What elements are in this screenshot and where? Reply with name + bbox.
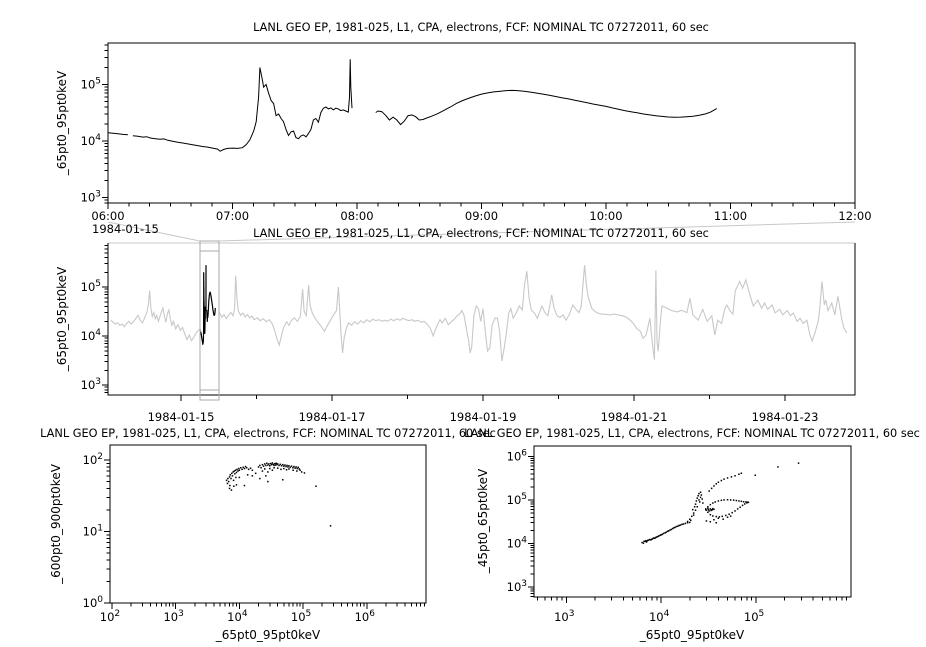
panel4-data-point [743,501,745,503]
log-tick-label: $10^4$ [506,535,527,551]
panel3-data-point [265,465,267,467]
panel4-data-point [699,501,701,503]
panel1-x-tick-label: 10:00 [589,209,623,223]
panel4-data-point [716,522,718,524]
log-tick-label: $10^3$ [80,377,101,393]
panel4-data-point [718,518,720,520]
panel3-data-point [291,465,293,467]
panel3-data-point [288,465,290,467]
panel4-data-point [730,499,732,501]
panel4-data-point [714,501,716,503]
panel3-data-point [264,463,266,465]
panel3-data-point [230,474,232,476]
panel3-data-point [255,473,257,475]
panel2-y-axis-label: _65pt0_95pt0keV [55,266,69,372]
panel1-x-tick-label: 06:00 [91,209,125,223]
panel4-data-point [681,524,683,526]
panel4-data-point [733,499,735,501]
panel3-data-point [265,475,267,477]
panel4-data-point [700,492,702,494]
panel3-data-point [296,470,298,472]
panel4-x-axis-label: _65pt0_95pt0keV [639,628,745,642]
panel2-x-tick-label: 1984-01-21 [600,410,668,424]
panel4-data-point [666,531,668,533]
panel3-data-point [273,465,275,467]
panel3-data-point [271,464,273,466]
panel4-data-point [643,542,645,544]
panel3-data-point [286,465,288,467]
panel3-data-point [267,471,269,473]
panel3-data-point [269,465,271,467]
panel3-data-point [275,464,277,466]
panel4-data-point [721,500,723,502]
panel4-data-point [641,542,643,544]
panel3-data-point [232,475,234,477]
panel4-data-point [731,512,733,514]
panel4-data-point [706,520,708,522]
panel3-data-point [286,469,288,471]
panel4-data-point [698,499,700,501]
log-tick-label: $10^4$ [80,328,101,344]
panel4-data-point [718,500,720,502]
panel4-data-point [706,510,708,512]
log-tick-label: $10^4$ [227,609,248,624]
panel3-data-point [241,469,243,471]
panel3-data-point [298,467,300,469]
log-tick-label: $10^2$ [99,609,121,624]
panel4-data-point [708,510,710,512]
panel1-x-tick-label: 09:00 [464,209,499,223]
panel3-data-point [229,485,231,487]
panel1-date-label: 1984-01-15 [92,222,159,236]
panel3-data-point [233,486,235,488]
panel4-data-point [698,493,700,495]
panel3-data-point [234,473,236,475]
panel4-data-point [697,497,699,499]
log-tick-label: $10^3$ [554,609,575,624]
panel3-data-point [267,481,269,483]
panel4-data-point [701,498,703,500]
panel4-data-point [727,477,729,479]
panel3-data-point [315,486,317,488]
panel1-title: LANL GEO EP, 1981-025, L1, CPA, electrons, FCF: NOMINAL TC 07272011, 60 sec [253,21,709,34]
panel3-data-point [282,464,284,466]
panel3-data-point [229,476,231,478]
panel4-data-point [710,508,712,510]
panel3-data-point [269,468,271,470]
panel4-data-point [746,502,748,504]
panel4-data-point [718,482,720,484]
panel3-data-point [258,466,260,468]
log-tick-label: $10^1$ [82,523,103,539]
panel3-data-point [235,470,237,472]
panel4-data-point [691,516,693,518]
panel4-data-point [723,499,725,501]
panel4-data-point [777,466,779,468]
panel4-data-point [646,541,648,543]
panel3-data-point [233,480,235,482]
panel4-data-point [710,504,712,506]
panel3-data-point [268,463,270,465]
panel4-data-point [727,499,729,501]
panel4-data-point [748,502,750,504]
panel3-data-point [248,469,250,471]
panel4-data-point [742,505,744,507]
panel4-data-point [716,516,718,518]
panel3-data-point [239,477,241,479]
panel4-data-point [707,506,709,508]
panel1-x-tick-label: 12:00 [838,209,872,223]
panel4-data-point [723,478,725,480]
panel3-data-point [250,467,252,469]
panel3-data-point [236,484,238,486]
panel4-data-point [738,500,740,502]
panel3-data-point [278,465,280,467]
panel4-data-point [730,515,732,517]
panel4-data-point [674,527,676,529]
panel4-data-point [697,495,699,497]
panel4-data-point [798,462,800,464]
log-tick-label: $10^6$ [354,609,375,624]
panel3-data-point [274,463,276,465]
panel3-data-point [272,462,274,464]
panel3-data-point [239,470,241,472]
panel4-data-point [721,480,723,482]
log-tick-label: $10^5$ [743,609,765,624]
panel4-plot-area[interactable] [534,446,851,597]
panel1-plot-area[interactable] [108,43,855,203]
panel4-data-point [738,474,740,476]
panel2-x-tick-label: 1984-01-15 [147,410,215,424]
panel3-data-point [237,470,239,472]
panel4-data-point [701,494,703,496]
panel4-data-point [711,509,713,511]
panel4-data-point [695,503,697,505]
panel3-data-point [236,472,238,474]
panel3-y-axis-label: _600pt0_900pt0keV [49,464,63,584]
panel3-data-point [231,473,233,475]
panel3-data-point [292,470,294,472]
panel3-data-point [301,471,303,473]
panel3-data-point [252,470,254,472]
panel4-data-point [671,529,673,531]
panel3-data-point [330,525,332,527]
panel3-data-point [288,468,290,470]
panel4-data-point [739,507,741,509]
panel4-data-point [731,476,733,478]
panel4-data-point [722,516,724,518]
panel4-data-point [712,515,714,517]
panel4-data-point [687,522,689,524]
panel4-data-point [683,523,685,525]
panel3-data-point [231,489,233,491]
panel4-data-point [696,500,698,502]
panel1-x-tick-label: 07:00 [215,209,250,223]
panel4-data-point [663,533,665,535]
panel4-data-point [693,514,695,516]
panel3-data-point [263,465,265,467]
panel3-data-point [244,485,246,487]
log-tick-label: $10^5$ [80,76,101,92]
panel3-plot-area[interactable] [110,445,426,603]
panel1-y-axis-label: _65pt0_95pt0keV [55,70,69,176]
panel4-data-point [755,475,757,477]
panel4-data-point [708,490,710,492]
panel4-title: LANL GEO EP, 1981-025, L1, CPA, electrons, FCF: NOMINAL TC 07272011, 60 sec [464,427,920,440]
panel4-data-point [669,529,671,531]
panel3-data-point [272,470,274,472]
log-tick-label: $10^6$ [506,448,527,464]
panel3-title: LANL GEO EP, 1981-025, L1, CPA, electrons, FCF: NOMINAL TC 07272011, 60 sec [40,427,496,440]
panel1-x-tick-label: 08:00 [340,209,374,223]
panel3-data-point [234,470,236,472]
panel4-data-point [680,524,682,526]
panel4-data-point [668,530,670,532]
panel4-data-point [708,509,710,511]
panel4-data-point [713,485,715,487]
panel4-data-point [737,508,739,510]
panel4-data-point [713,509,715,511]
log-tick-label: $10^4$ [648,609,670,624]
panel4-data-point [722,519,724,521]
panel3-data-point [304,472,306,474]
panel4-data-point [677,525,679,527]
panel3-data-point [228,481,230,483]
panel4-data-point [734,475,736,477]
panel2-x-tick-label: 1984-01-19 [449,410,517,424]
panel4-data-point [694,506,696,508]
panel3-data-point [246,467,248,469]
panel4-data-point [700,497,702,499]
panel3-data-point [295,466,297,468]
panel3-data-point [277,463,279,465]
panel4-data-point [725,515,727,517]
log-tick-label: $10^3$ [506,578,527,594]
panel3-data-point [226,480,228,482]
panel3-data-point [276,463,278,465]
log-tick-label: $10^5$ [80,279,101,295]
panel3-data-point [290,467,292,469]
panel3-data-point [282,479,284,481]
log-tick-label: $10^3$ [163,609,184,624]
panel3-data-point [252,475,254,477]
panel4-data-point [719,516,721,518]
panel2-x-tick-label: 1984-01-17 [298,410,366,424]
panel4-data-point [741,501,743,503]
panel3-data-point [262,464,264,466]
panel4-data-point [713,519,715,521]
panel4-data-point [707,508,709,510]
panel3-data-point [293,466,295,468]
log-tick-label: $10^5$ [506,491,527,507]
panel3-data-point [273,467,275,469]
panel4-data-point [707,512,709,513]
panel2-x-tick-label: 1984-01-23 [751,410,819,424]
panel4-data-point [695,510,697,512]
panel4-data-point [692,509,694,511]
panel3-data-point [280,469,282,471]
panel3-data-point [277,467,279,469]
panel4-data-point [716,483,718,485]
panel3-data-point [262,470,264,472]
panel4-data-point [676,526,678,528]
panel4-data-point [710,521,712,523]
panel4-data-point [741,473,743,475]
panel3-data-point [264,468,266,470]
panel3-data-point [227,478,229,480]
panel3-data-point [266,463,268,465]
panel4-data-point [727,517,729,519]
panel4-data-point [656,536,658,538]
log-tick-label: $10^3$ [80,189,101,205]
panel4-data-point [693,512,695,514]
log-tick-label: $10^4$ [80,133,101,149]
panel3-data-point [299,468,301,470]
panel4-data-point [689,519,691,521]
panel3-data-point [299,470,301,472]
panel4-data-point [744,503,746,505]
log-tick-label: $10^0$ [82,595,103,610]
panel2-title: LANL GEO EP, 1981-025, L1, CPA, electrons, FCF: NOMINAL TC 07272011, 60 sec [253,227,709,240]
panel3-data-point [235,477,237,479]
panel3-data-point [247,474,249,476]
panel4-data-point [728,514,730,516]
panel3-data-point [244,468,246,470]
panel4-data-point [687,521,689,523]
panel1-x-tick-label: 11:00 [713,209,748,223]
panel3-data-point [236,469,238,471]
panel4-data-point [702,502,704,504]
panel4-data-point [685,523,687,525]
panel4-data-point [712,502,714,504]
panel4-data-point [697,506,699,508]
panel3-data-point [229,488,231,490]
panel3-x-axis-label: _65pt0_95pt0keV [215,628,321,642]
panel3-data-point [260,467,262,469]
panel4-data-point [710,514,712,516]
panel3-data-point [284,464,286,466]
panel3-data-point [227,483,229,485]
panel3-data-point [259,465,261,467]
panel3-data-point [238,468,240,470]
panel4-data-point [711,488,713,490]
log-tick-label: $10^2$ [82,452,103,468]
panel3-data-point [240,467,242,469]
panel3-data-point [259,478,261,480]
panel4-data-point [734,510,736,512]
panel4-data-point [679,525,681,527]
panel3-data-point [280,464,282,466]
panel4-data-point [689,522,691,524]
panel4-y-axis-label: _45pt0_65pt0keV [476,468,490,574]
panel3-data-point [283,468,285,470]
panel4-data-point [736,500,738,502]
panel3-data-point [230,478,232,480]
panel4-data-point [658,535,660,537]
log-tick-label: $10^5$ [290,609,312,624]
